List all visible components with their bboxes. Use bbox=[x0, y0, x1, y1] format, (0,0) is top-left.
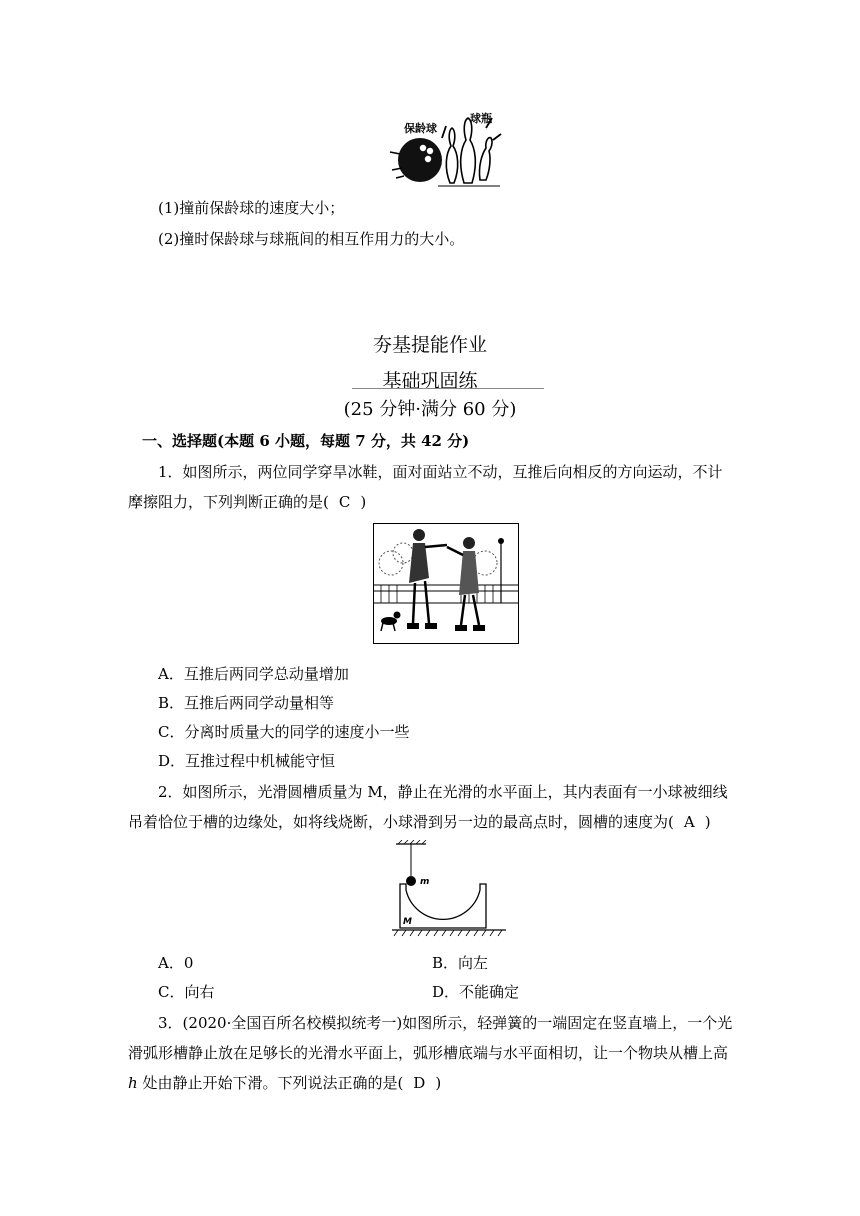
time-info: (25 分钟·满分 60 分) bbox=[343, 399, 517, 420]
bowling-figure bbox=[388, 108, 506, 188]
q2-option-c: C．向右 bbox=[158, 983, 215, 1001]
q2-option-b: B．向左 bbox=[432, 954, 489, 972]
q2-line2-close: ) bbox=[704, 813, 711, 831]
q2-line2-text: 吊着恰位于槽的边缘处，如将线烧断，小球滑到另一边的最高点时，圆槽的速度为( bbox=[128, 813, 674, 831]
section-title: 夯基提能作业 bbox=[372, 334, 487, 356]
q1-option-b: B．互推后两同学动量相等 bbox=[158, 694, 335, 712]
prev-question-1: (1)撞前保龄球的速度大小； bbox=[158, 199, 345, 217]
q2-line1: 2．如图所示，光滑圆槽质量为 M，静止在光滑的水平面上，其内表面有一小球被细线 bbox=[158, 783, 728, 801]
q1-line2-text: 摩擦阻力，下列判断正确的是( bbox=[128, 493, 329, 511]
prev-question-2: (2)撞时保龄球与球瓶间的相互作用力的大小。 bbox=[158, 230, 465, 248]
q3-line2: 滑弧形槽静止放在足够长的光滑水平面上，弧形槽底端与水平面相切，让一个物块从槽上高 bbox=[128, 1044, 729, 1062]
bowling-illustration bbox=[388, 108, 506, 188]
q3-answer: D bbox=[413, 1074, 426, 1092]
bowling-ball-label: 保龄球 bbox=[404, 122, 437, 135]
ball-shape bbox=[406, 876, 416, 886]
pins-label: 球瓶 bbox=[470, 112, 492, 125]
q3-line3-close: ) bbox=[435, 1074, 442, 1092]
q3-line3-text: 处由静止开始下滑。下列说法正确的是( bbox=[137, 1074, 404, 1092]
q2-option-d: D．不能确定 bbox=[432, 983, 520, 1001]
q2-line2 bbox=[128, 812, 711, 832]
q2-option-a: A．0 bbox=[158, 954, 194, 972]
skaters-illustration bbox=[373, 523, 519, 644]
q3-var-h: h bbox=[128, 1074, 138, 1092]
q1-answer: C bbox=[338, 493, 351, 511]
q1-line1: 1．如图所示，两位同学穿旱冰鞋，面对面站立不动，互推后向相反的方向运动，不计 bbox=[158, 463, 723, 481]
q2-answer: A bbox=[683, 813, 695, 831]
part-one-heading: 一、选择题(本题 6 小题，每题 7 分，共 42 分) bbox=[142, 432, 470, 450]
q1-option-d: D．互推过程中机械能守恒 bbox=[158, 752, 336, 770]
skaters-figure bbox=[373, 523, 519, 644]
groove-illustration bbox=[390, 840, 510, 940]
fig-label-big-m: M bbox=[403, 917, 412, 927]
subtitle-divider bbox=[352, 388, 544, 389]
groove-figure bbox=[390, 840, 510, 940]
bowling-ball-shape bbox=[398, 138, 442, 182]
q1-option-a: A．互推后两同学总动量增加 bbox=[158, 665, 349, 683]
fig-label-m: m bbox=[420, 877, 430, 887]
section-subtitle: 基础巩固练 bbox=[382, 370, 478, 392]
q3-line1: 3．(2020·全国百所名校模拟统考一)如图所示，轻弹簧的一端固定在竖直墙上，一个光 bbox=[158, 1014, 733, 1032]
q1-option-c: C．分离时质量大的同学的速度小一些 bbox=[158, 723, 410, 741]
q1-line2-close: ) bbox=[360, 493, 367, 511]
q1-line2 bbox=[128, 492, 366, 512]
q3-line3 bbox=[128, 1073, 441, 1093]
